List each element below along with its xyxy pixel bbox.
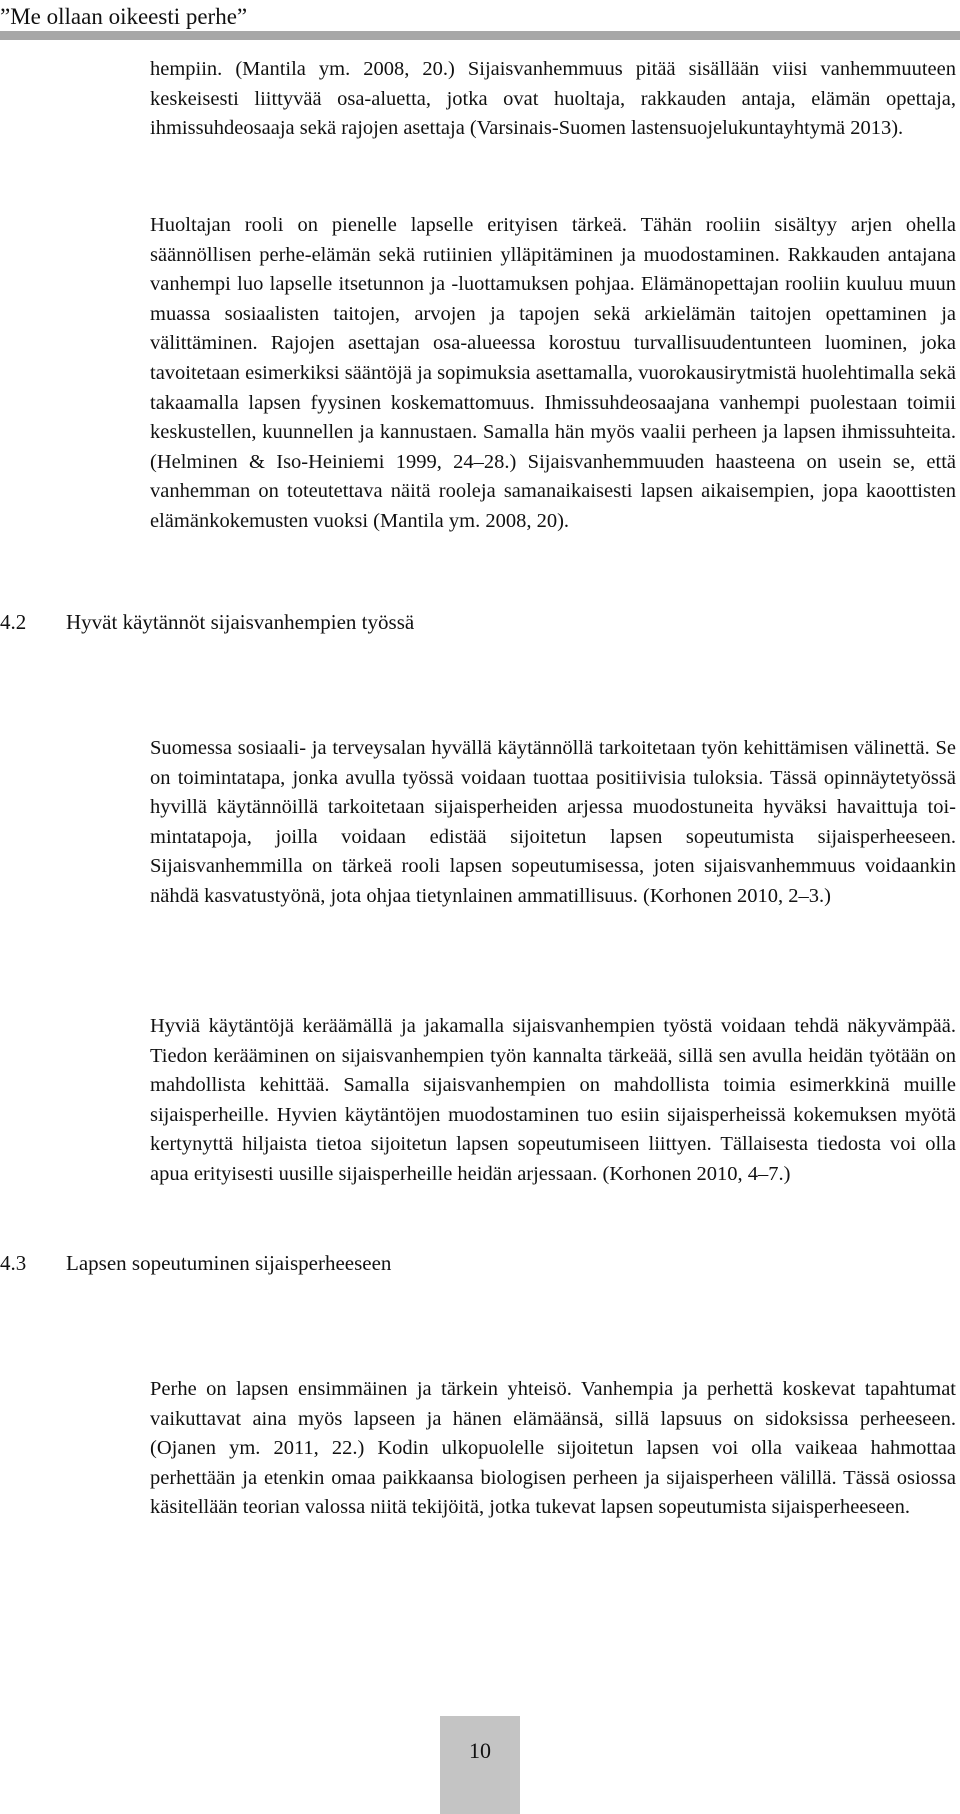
running-header: ”Me ollaan oikeesti perhe” [0,4,248,29]
section-heading-4-3 [0,1249,391,1277]
section-number: 4.3 [0,1251,27,1275]
page-number: 10 [469,1738,491,1763]
paragraph: Huoltajan rooli on pienelle lapselle erityisen tärkeä. Tähän rooliin sisältyy arjen ohella säännöllisen perhe-elämän sekä rutiinien ylläpitäminen ja muodostaminen. Rakkauden antajana vanhempi luo lapselle itsetunnon ja -luottamuksen pohjaa. Elämänopettajan rooliin kuuluu muun muassa sosiaalisten taitojen, arvojen ja tapojen sekä arkielämän taitojen opettaminen ja välittäminen. Rajojen asettajan osa-alueessa korostuu turvallisuudentunteen luominen, joka tavoitetaan esimerkiksi sääntöjä ja sopimuksia asettamalla, vuorokausirytmistä huolehtimalla sekä takaamalla lapsen fyysinen koskemattomuus. Ihmissuhdeosaajana vanhempi puolestaan toimii keskustellen, kuunnellen ja kannustaen. Samalla hän myös vaalii perheen ja lapsen ihmissuhteita. (Helminen & Iso-Heiniemi 1999, 24–28.) Sijaisvanhemmuuden haasteena on usein se, että vanhemman on toteutettava näitä rooleja samanaikaisesti lapsen aikaisempien, jopa kaoottisten elämänkokemusten vuoksi (Mantila ym. 2008, 20). [150,214,956,532]
section-heading-4-2 [0,608,414,636]
paragraph: Perhe on lapsen ensimmäinen ja tärkein yhteisö. Vanhempia ja perhettä koskevat tapahtumat vaikuttavat aina myös lapseen ja hänen elämäänsä, sillä lapsuus on sidoksissa perheeseen. (Ojanen ym. 2011, 22.) Kodin ulkopuolelle sijoitetun lapsen voi olla vaikeaa hahmottaa perhettään ja etenkin omaa paikkaansa biologisen perheen ja sijaisperheen välillä. Tässä osiossa käsitellään teorian valossa niitä tekijöitä, jotka tukevat lapsen sopeutumista sijaisperheeseen. [150,1378,956,1519]
header-rule [0,31,960,40]
paragraph: Hyviä käytäntöjä keräämällä ja jakamalla sijaisvanhempien työstä voidaan tehdä näkyvämpää. Tiedon kerääminen on sijaisvanhempien työn kannalta tärkeää, sillä sen avulla heidän työtään on mahdollista kehittää. Samalla sijaisvanhempien on mahdollista toimia esimerkkinä muille sijaisperheille. Hyvien käytäntöjen muodostaminen tuo esiin sijaisperheissä kokemuksen myötä kertynyttä hiljaista tietoa sijoitetun lapsen sopeutumiseen liittyen. Tällaisesta tiedosta voi olla apua erityisesti uusille sijaisperheille heidän arjessaan. (Korhonen 2010, 4–7.) [150,1015,956,1185]
page-number-box [440,1716,520,1814]
paragraph: hempiin. (Mantila ym. 2008, 20.) Sijaisvanhemmuus pitää sisällään viisi vanhemmuuteen keskeisesti liittyvää osa-aluetta, jotka ovat huoltaja, rakkauden antaja, elämän opettaja, ihmissuhdeosaaja sekä rajojen asettaja (Varsinais-Suomen lastensuojelukuntayhtymä 2013). [150,58,956,140]
section-title: Hyvät käytännöt sijaisvanhempien työssä [66,610,415,634]
section-number: 4.2 [0,610,27,634]
paragraph: Suomessa sosiaali- ja terveysalan hyvällä käytännöllä tarkoitetaan työn kehittämisen välinettä. Se on toimintatapa, jonka avulla työssä voidaan tuottaa positiivisia tuloksia. Tässä opinnäytetyössä hyvillä käytännöillä tarkoitetaan sijaisperheiden arjessa muodostuneita hyväksi havaittuja toimintatapoja, joilla voidaan edistää sijoitetun lapsen sopeutumista sijaisperheeseen. Sijaisvanhemmilla on tärkeä rooli lapsen sopeutumisessa, joten sijaisvanhemmuus voidaankin nähdä kasvatustyönä, jota ohjaa tietynlainen ammatillisuus. (Korhonen 2010, 2–3.) [150,737,956,907]
section-title: Lapsen sopeutuminen sijaisperheeseen [66,1251,392,1275]
